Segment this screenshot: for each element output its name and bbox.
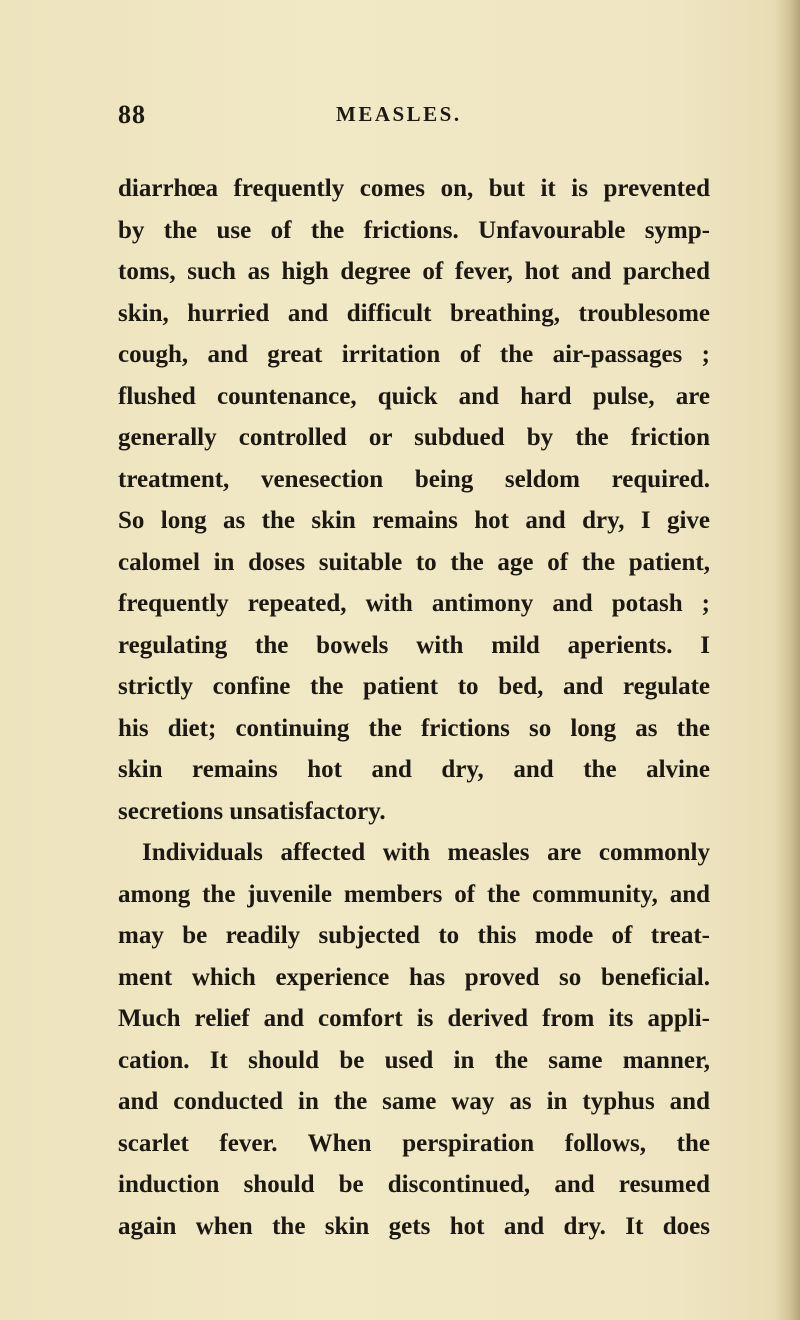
text-line: and conducted in the same way as in typhus and <box>118 1088 710 1115</box>
text-line: regulating the bowels with mild aperients. I <box>118 631 710 659</box>
text-line: among the juvenile members of the community, and <box>118 880 710 908</box>
text-line: cough, and great irritation of the air-passages ; <box>118 341 710 368</box>
text-line: induction should be discontinued, and resumed <box>118 1171 710 1198</box>
text-line: scarlet fever. When perspiration follows, the <box>118 1129 710 1157</box>
text-line: cation. It should be used in the same manner, <box>118 1046 710 1074</box>
text-line: by the use of the frictions. Unfavourable symp- <box>118 216 710 244</box>
text-line: flushed countenance, quick and hard pulse, are <box>118 382 710 410</box>
text-line: Much relief and comfort is derived from its appli- <box>118 1005 710 1032</box>
running-head: MEASLES. <box>336 102 462 126</box>
text-line: calomel in doses suitable to the age of the patient, <box>118 548 710 576</box>
page-number: 88 <box>118 100 146 129</box>
text-line: strictly confine the patient to bed, and regulate <box>118 673 710 700</box>
page-edge-shadow <box>774 0 800 1320</box>
text-line: treatment, venesection being seldom required. <box>118 465 710 493</box>
text-line: toms, such as high degree of fever, hot and parched <box>118 258 710 285</box>
text-line: frequently repeated, with antimony and potash ; <box>118 590 710 617</box>
text-line: generally controlled or subdued by the friction <box>118 424 710 451</box>
text-line: Individuals affected with measles are commonly <box>142 839 710 866</box>
page-header <box>118 100 708 140</box>
text-line: again when the skin gets hot and dry. It does <box>118 1212 710 1240</box>
text-line: may be readily subjected to this mode of treat- <box>118 922 710 949</box>
body-text <box>118 168 710 1247</box>
text-line: secretions unsatisfactory. <box>118 797 386 825</box>
text-line: his diet; continuing the frictions so long as the <box>118 714 710 742</box>
text-line: diarrhœa frequently comes on, but it is prevented <box>118 175 710 202</box>
text-line: ment which experience has proved so beneficial. <box>118 963 710 991</box>
text-line: skin, hurried and difficult breathing, troublesome <box>118 299 710 327</box>
text-line: skin remains hot and dry, and the alvine <box>118 756 710 783</box>
text-line: So long as the skin remains hot and dry, I give <box>118 507 710 534</box>
